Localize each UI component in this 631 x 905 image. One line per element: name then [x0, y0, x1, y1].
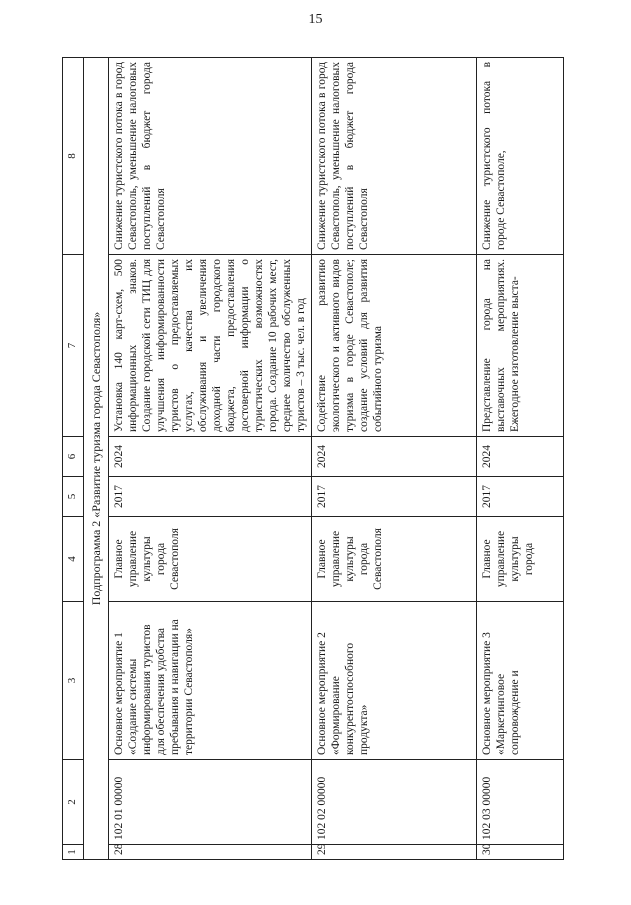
row-number: 29 — [312, 845, 477, 860]
row-event: Основное мероприятие 1 «Создание системы информирования туристов для обеспечения удобства пребывания и навигации на территории Севастополя» — [109, 602, 312, 760]
header-cell-7: 7 — [63, 255, 84, 437]
row-code: 102 01 00000 — [109, 760, 312, 845]
row-event: Основное мероприятие 3 «Маркетинговое сопровождение и — [477, 602, 564, 760]
header-cell-2: 2 — [63, 760, 84, 845]
row-number: 30 — [477, 845, 564, 860]
row-consequences: Снижение туристского потока в город Севастополь, уменьшение налоговых поступлений в бюджет города Севастополя — [312, 58, 477, 255]
table-row — [312, 58, 477, 860]
header-cell-3: 3 — [63, 602, 84, 760]
rotated-table-container — [62, 58, 539, 860]
header-cell-1: 1 — [63, 845, 84, 860]
page-number: 15 — [308, 12, 323, 27]
table-row — [109, 58, 312, 860]
row-consequences: Снижение туристского потока в город Севастополь, уменьшение налоговых поступлений в бюджет города Севастополя — [109, 58, 312, 255]
rotated-table-frame — [62, 58, 539, 860]
header-cell-6: 6 — [63, 437, 84, 477]
row-expected-result: Представление города на выставочных мероприятиях. Ежегодное изготовление выста- — [477, 255, 564, 437]
row-executor: Главное управление культуры города — [477, 517, 564, 602]
row-expected-result: Установка 140 карт-схем, 500 информационных знаков. Создание городской сети ТИЦ для улучшения информированности туристов о предоставляемых услугах, качества их обслуживания и увеличения доходной части городского бюджета, предоставления достоверной информации о туристических возможностях города. Создание 10 рабочих мест, среднее количество обслуженных туристов – 3 тыс. чел. в год — [109, 255, 312, 437]
row-expected-result: Содействие развитию экологического и активного видов туризма в городе Севастополе; создание условий для развития событийного туризма — [312, 255, 477, 437]
row-event: Основное мероприятие 2 «Формирование конкурентоспособного продукта» — [312, 602, 477, 760]
header-cell-5: 5 — [63, 477, 84, 517]
row-executor: Главное управление культуры города Севастополя — [109, 517, 312, 602]
row-executor: Главное управление культуры города Севастополя — [312, 517, 477, 602]
row-code: 102 03 00000 — [477, 760, 564, 845]
row-consequences: Снижение туристского потока в городе Севастополе, — [477, 58, 564, 255]
program-table — [62, 57, 564, 860]
subprogram-row — [84, 58, 109, 860]
header-row — [63, 58, 84, 860]
row-number: 28 — [109, 845, 312, 860]
table-row — [477, 58, 564, 860]
row-code: 102 02 00000 — [312, 760, 477, 845]
row-start-year: 2017 — [312, 477, 477, 517]
row-end-year: 2024 — [312, 437, 477, 477]
subprogram-title: Подпрограмма 2 «Развитие туризма города Севастополя» — [84, 58, 109, 860]
row-end-year: 2024 — [477, 437, 564, 477]
header-cell-8: 8 — [63, 58, 84, 255]
header-cell-4: 4 — [63, 517, 84, 602]
row-start-year: 2017 — [477, 477, 564, 517]
row-start-year: 2017 — [109, 477, 312, 517]
row-end-year: 2024 — [109, 437, 312, 477]
